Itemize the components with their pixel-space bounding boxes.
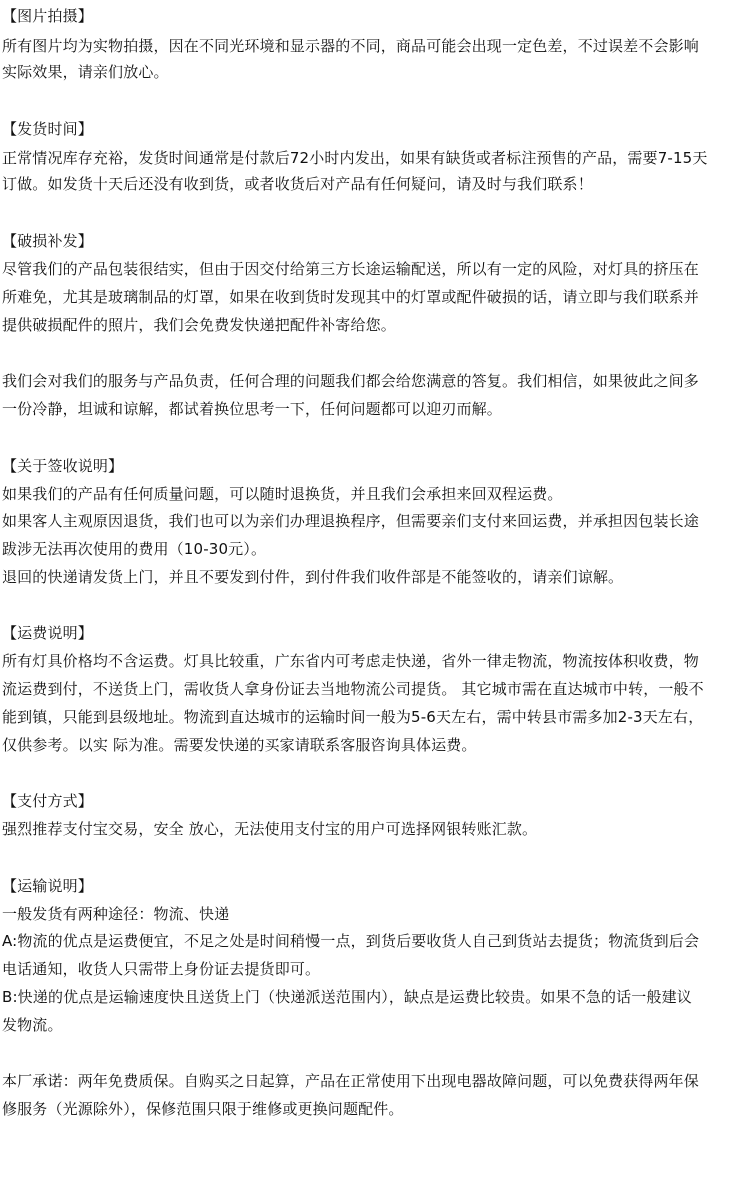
section-heading-payment: 【支付方式】: [2, 792, 93, 810]
paragraph-line: B:快递的优点是运输速度快且送货上门（快递派送范围内），缺点是运费比较贵。如果不急的话一般建议: [2, 988, 692, 1006]
section-heading-transport: 【运输说明】: [2, 877, 93, 895]
section-heading-receipt: 【关于签收说明】: [2, 457, 124, 475]
paragraph-line: 电话通知，收货人只需带上身份证去提货即可。: [2, 960, 321, 978]
section-heading-photo: 【图片拍摄】: [2, 7, 93, 25]
paragraph-line: A:物流的优点是运费便宜，不足之处是时间稍慢一点，到货后要收货人自己到货站去提货；物流货到后会: [2, 932, 700, 950]
paragraph-line: 流运费到付，不送货上门，需收货人拿身份证去当地物流公司提货。 其它城市需在直达城市中转，一般不: [2, 680, 704, 698]
paragraph-line: 所有图片均为实物拍摄，因在不同光环境和显示器的不同，商品可能会出现一定色差，不过误差不会影响: [2, 37, 699, 55]
warranty-line: 本厂承诺：两年免费质保。自购买之日起算，产品在正常使用下出现电器故障问题，可以免费获得两年保: [2, 1072, 699, 1090]
paragraph-line: 一份冷静，坦诚和谅解，都试着换位思考一下，任何问题都可以迎刃而解。: [2, 400, 502, 418]
paragraph-line: 如果客人主观原因退货，我们也可以为亲们办理退换程序，但需要亲们支付来回运费，并承担因包装长途: [2, 512, 699, 530]
paragraph-line: 所有灯具价格均不含运费。灯具比较重，广东省内可考虑走快递，省外一律走物流，物流按体积收费，物: [2, 652, 699, 670]
section-heading-damage-replacement: 【破损补发】: [2, 232, 93, 250]
paragraph-line: 强烈推荐支付宝交易，安全 放心，无法使用支付宝的用户可选择网银转账汇款。: [2, 820, 538, 838]
paragraph-line: 我们会对我们的服务与产品负责，任何合理的问题我们都会给您满意的答复。我们相信，如果彼此之间多: [2, 372, 699, 390]
paragraph-line: 发物流。: [2, 1016, 63, 1034]
section-heading-freight: 【运费说明】: [2, 624, 93, 642]
paragraph-line: 正常情况库存充裕，发货时间通常是付款后72小时内发出，如果有缺货或者标注预售的产品，需要7-15天: [2, 149, 708, 167]
paragraph-line: 尽管我们的产品包装很结实，但由于因交付给第三方长途运输配送，所以有一定的风险，对灯具的挤压在: [2, 260, 699, 278]
paragraph-line: 仅供参考。以实 际为准。需要发快递的买家请联系客服咨询具体运费。: [2, 736, 477, 754]
paragraph-line: 订做。如发货十天后还没有收到货，或者收货后对产品有任何疑问，请及时与我们联系！: [2, 175, 593, 193]
paragraph-line: 一般发货有两种途径：物流、快递: [2, 905, 230, 923]
section-heading-shipping-time: 【发货时间】: [2, 120, 93, 138]
paragraph-line: 实际效果，请亲们放心。: [2, 63, 169, 81]
warranty-line: 修服务（光源除外），保修范围只限于维修或更换问题配件。: [2, 1100, 404, 1118]
paragraph-line: 退回的快递请发货上门，并且不要发到付件，到付件我们收件部是不能签收的，请亲们谅解。: [2, 568, 624, 586]
paragraph-line: 如果我们的产品有任何质量问题，可以随时退换货，并且我们会承担来回双程运费。: [2, 485, 563, 503]
paragraph-line: 提供破损配件的照片，我们会免费发快递把配件补寄给您。: [2, 316, 396, 334]
paragraph-line: 跋涉无法再次使用的费用（10-30元）。: [2, 540, 267, 558]
paragraph-line: 所难免，尤其是玻璃制品的灯罩，如果在收到货时发现其中的灯罩或配件破损的话，请立即与我们联系并: [2, 288, 699, 306]
paragraph-line: 能到镇，只能到县级地址。物流到直达城市的运输时间一般为5-6天左右，需中转县市需多加2-3天左右，: [2, 708, 704, 726]
